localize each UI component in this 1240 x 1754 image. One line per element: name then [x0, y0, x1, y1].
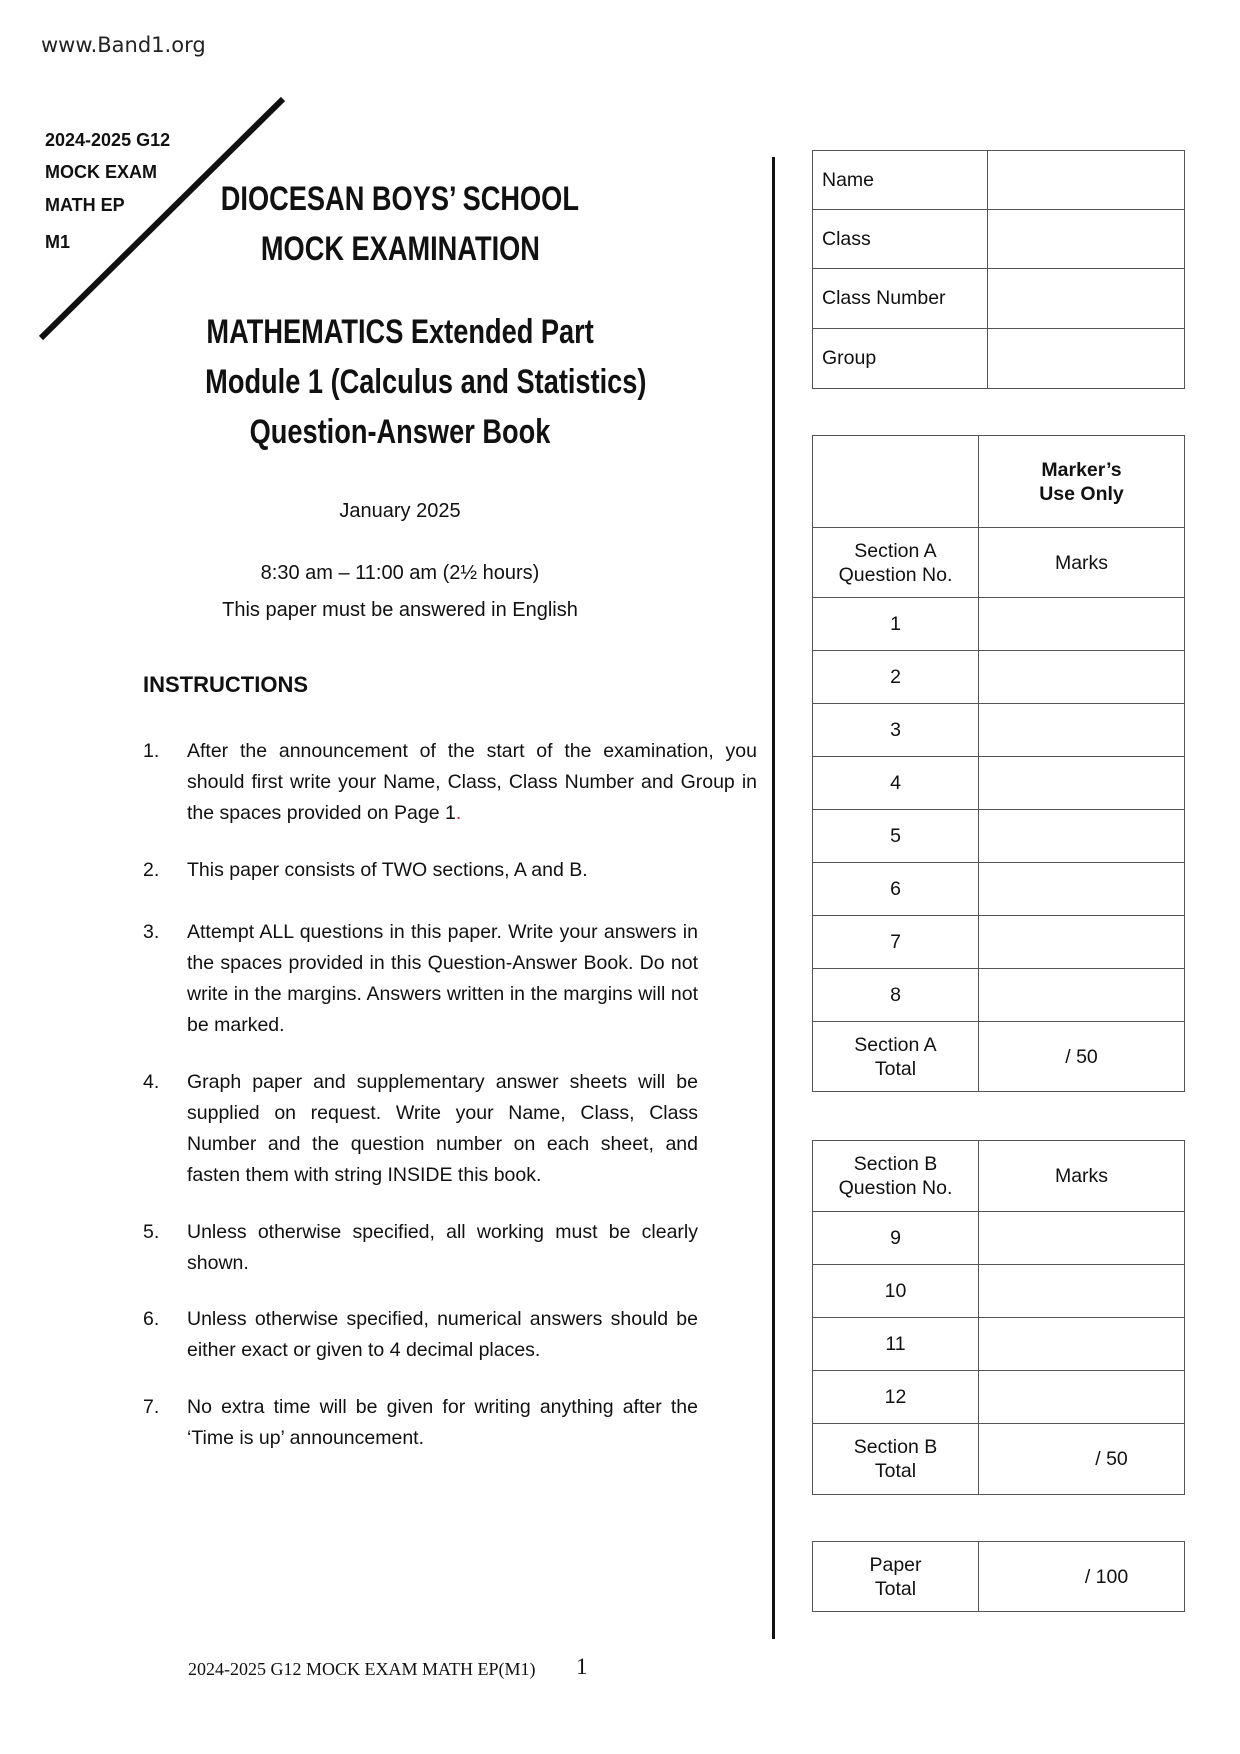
paper-code-line: 2024-2025 G12 [45, 130, 171, 150]
section-a-marks-table [812, 435, 1185, 1092]
section-b-question-header: Section B Question No. [813, 1141, 979, 1212]
paper-code-line: M1 [45, 232, 71, 252]
instruction-number: 5. [143, 1221, 160, 1243]
question-number: 8 [813, 969, 979, 1022]
table-row [813, 757, 1185, 810]
table-row [813, 1265, 1185, 1318]
table-row [813, 863, 1185, 916]
class-number-label: Class Number [813, 269, 988, 329]
table-row [813, 1371, 1185, 1424]
school-name: DIOCESAN BOYS’ SCHOOL [220, 180, 580, 218]
info-row [813, 269, 1185, 329]
table-row [813, 704, 1185, 757]
question-number: 4 [813, 757, 979, 810]
section-a-total-label: Section A Total [813, 1022, 979, 1092]
question-number: 7 [813, 916, 979, 969]
question-number: 6 [813, 863, 979, 916]
module-title: Module 1 (Calculus and Statistics) [205, 363, 647, 401]
class-number-field[interactable] [988, 269, 1185, 329]
question-number: 10 [813, 1265, 979, 1318]
vertical-divider [772, 157, 775, 1639]
subject-title: MATHEMATICS Extended Part [206, 313, 594, 351]
instruction-text: Unless otherwise specified, all working must be clearly shown. [187, 1221, 698, 1274]
instruction-number: 3. [143, 921, 160, 943]
section-b-total-label: Section B Total [813, 1424, 979, 1495]
page-number: 1 [576, 1654, 588, 1679]
marks-cell[interactable] [979, 1265, 1185, 1318]
exam-time: 8:30 am – 11:00 am (2½ hours) [260, 562, 540, 584]
instruction-text: No extra time will be given for writing anything after the ‘Time is up’ announcement. [187, 1396, 698, 1449]
section-a-question-header: Section A Question No. [813, 528, 979, 598]
website-watermark: www.Band1.org [41, 33, 206, 57]
exam-title: MOCK EXAMINATION [260, 230, 540, 268]
instruction-number: 4. [143, 1071, 160, 1093]
instruction-number: 2. [143, 859, 160, 881]
instruction-number: 1. [143, 740, 160, 762]
class-field[interactable] [988, 210, 1185, 269]
name-field[interactable] [988, 151, 1185, 210]
question-number: 12 [813, 1371, 979, 1424]
exam-date: January 2025 [339, 500, 461, 522]
question-number: 9 [813, 1212, 979, 1265]
info-row [813, 210, 1185, 269]
marks-cell[interactable] [979, 810, 1185, 863]
marks-cell[interactable] [979, 916, 1185, 969]
section-a-total-value[interactable]: / 50 [979, 1022, 1185, 1092]
language-note: This paper must be answered in English [222, 599, 578, 621]
paper-code-line: MATH EP [45, 195, 125, 215]
question-number: 3 [813, 704, 979, 757]
paper-total-label: Paper Total [813, 1542, 979, 1612]
paper-total-value[interactable]: / 100 [979, 1542, 1185, 1612]
question-number: 2 [813, 651, 979, 704]
marks-cell[interactable] [979, 1318, 1185, 1371]
marks-cell[interactable] [979, 863, 1185, 916]
table-row [813, 916, 1185, 969]
student-info-table [812, 150, 1185, 389]
table-row [813, 1318, 1185, 1371]
group-label: Group [813, 329, 988, 389]
question-number: 11 [813, 1318, 979, 1371]
instruction-text: Graph paper and supplementary answer sheets will be supplied on request. Write your Name, Class, Class Number and the question number on each sheet, and fasten them with string INSIDE this book. [187, 1071, 698, 1186]
markers-use-only-heading: Marker’s Use Only [979, 436, 1185, 528]
marks-cell[interactable] [979, 598, 1185, 651]
book-title: Question-Answer Book [249, 413, 551, 451]
section-b-marks-table [812, 1140, 1185, 1495]
marks-cell[interactable] [979, 651, 1185, 704]
marks-cell[interactable] [979, 757, 1185, 810]
instruction-text: Unless otherwise specified, numerical answers should be either exact or given to 4 decimal places. [187, 1308, 698, 1361]
table-row [813, 1212, 1185, 1265]
table-row [813, 969, 1185, 1022]
marks-cell[interactable] [979, 969, 1185, 1022]
paper-total-table [812, 1541, 1185, 1612]
question-number: 1 [813, 598, 979, 651]
marks-header: Marks [979, 528, 1185, 598]
footer-paper-code: 2024-2025 G12 MOCK EXAM MATH EP(M1) [188, 1659, 536, 1679]
instruction-text: This paper consists of TWO sections, A and B. [187, 859, 588, 881]
info-row [813, 151, 1185, 210]
class-label: Class [813, 210, 988, 269]
section-b-total-value[interactable]: / 50 [979, 1424, 1185, 1495]
group-field[interactable] [988, 329, 1185, 389]
instruction-text: Attempt ALL questions in this paper. Write your answers in the spaces provided in this Question-Answer Book. Do not write in the margins. Answers written in the margins will not be marked. [187, 921, 698, 1036]
marks-cell[interactable] [979, 1371, 1185, 1424]
name-label: Name [813, 151, 988, 210]
table-row [813, 810, 1185, 863]
question-number: 5 [813, 810, 979, 863]
marks-cell[interactable] [979, 1212, 1185, 1265]
marks-cell[interactable] [979, 704, 1185, 757]
marks-header: Marks [979, 1141, 1185, 1212]
table-row [813, 598, 1185, 651]
instruction-number: 6. [143, 1308, 160, 1330]
instruction-number: 7. [143, 1396, 160, 1418]
instructions-heading: INSTRUCTIONS [143, 672, 308, 697]
table-row [813, 651, 1185, 704]
paper-code-line: MOCK EXAM [45, 162, 157, 182]
instruction-text: After the announcement of the start of the examination, you should first write your Name, Class, Class Number and Group in the spaces provided on Page 1 [187, 740, 757, 824]
instruction-period: . [455, 802, 462, 824]
info-row [813, 329, 1185, 389]
